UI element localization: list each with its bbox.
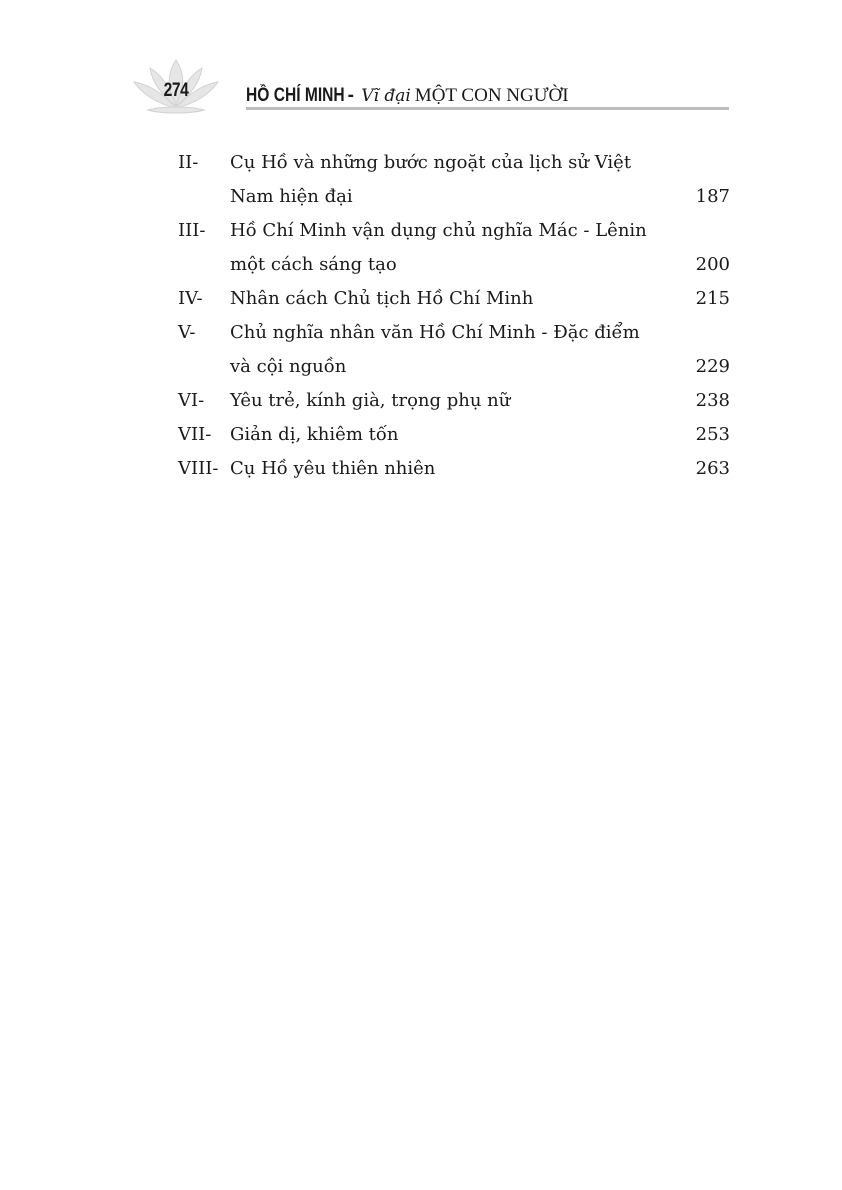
toc-line	[178, 316, 730, 350]
toc-entry-number: III-	[178, 220, 206, 241]
toc-line	[178, 350, 730, 384]
toc-entry-page: 253	[695, 424, 730, 445]
header-rule	[246, 107, 729, 110]
toc-line	[178, 282, 730, 316]
toc-entry-page: 229	[695, 356, 730, 377]
toc-entry-page: 200	[695, 254, 730, 275]
toc-entry-title: Hồ Chí Minh vận dụng chủ nghĩa Mác - Lênin	[230, 220, 647, 241]
toc-entry-number: VI-	[178, 390, 205, 411]
toc-entry-number: IV-	[178, 288, 203, 309]
toc-line	[178, 214, 730, 248]
toc-entry-title: Giản dị, khiêm tốn	[230, 424, 399, 445]
running-head-dash: -	[342, 85, 360, 106]
toc-entry-title: Yêu trẻ, kính già, trọng phụ nữ	[230, 390, 511, 411]
toc-entry-title: Nhân cách Chủ tịch Hồ Chí Minh	[230, 288, 534, 309]
toc-entry-iii	[178, 214, 730, 282]
toc-entry-page: 187	[695, 186, 730, 207]
toc-entry-viii	[178, 452, 730, 486]
toc-entry-title-continued: một cách sáng tạo	[230, 254, 397, 275]
toc-line	[178, 384, 730, 418]
toc-line	[178, 180, 730, 214]
toc-entry-vi	[178, 384, 730, 418]
toc-line	[178, 452, 730, 486]
toc-entry-number: V-	[178, 322, 196, 343]
toc-entry-number: VIII-	[178, 458, 219, 479]
toc-entry-title: Cụ Hồ và những bước ngoặt của lịch sử Việt	[230, 152, 632, 173]
toc-entry-ii	[178, 146, 730, 214]
toc-entry-iv	[178, 282, 730, 316]
toc-entry-vii	[178, 418, 730, 452]
page-number: 274	[163, 80, 189, 101]
running-head-script: Vĩ đại	[361, 86, 411, 106]
toc-entry-v	[178, 316, 730, 384]
running-head	[246, 84, 569, 107]
toc-entry-title-continued: Nam hiện đại	[230, 186, 353, 207]
toc-entry-page: 238	[695, 390, 730, 411]
table-of-contents	[178, 146, 730, 486]
running-head-name: HỒ CHÍ MINH	[246, 85, 345, 106]
toc-entry-title: Chủ nghĩa nhân văn Hồ Chí Minh - Đặc điểm	[230, 322, 640, 343]
toc-line	[178, 248, 730, 282]
running-head-subtitle: MỘT CON NGƯỜI	[414, 85, 569, 106]
toc-line	[178, 146, 730, 180]
toc-entry-title-continued: và cội nguồn	[230, 356, 347, 377]
toc-entry-number: II-	[178, 152, 199, 173]
toc-entry-title: Cụ Hồ yêu thiên nhiên	[230, 458, 436, 479]
toc-entry-page: 215	[695, 288, 730, 309]
toc-line	[178, 418, 730, 452]
toc-entry-page: 263	[695, 458, 730, 479]
toc-entry-number: VII-	[178, 424, 212, 445]
